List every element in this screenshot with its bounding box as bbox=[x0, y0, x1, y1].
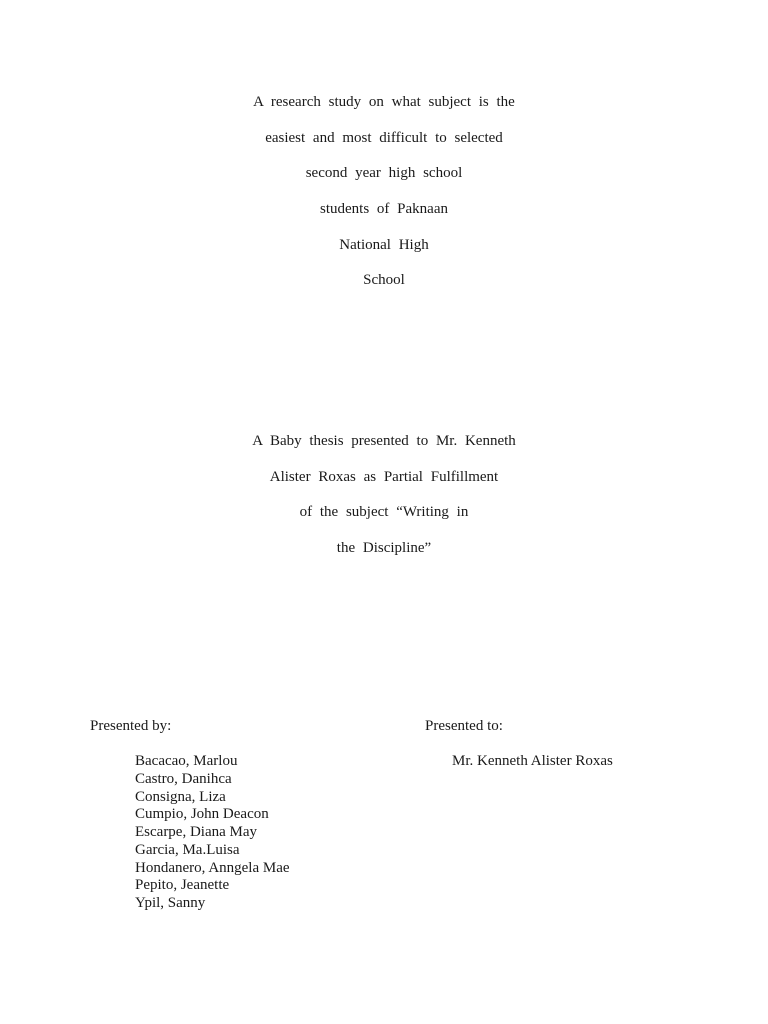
title-line: easiest and most difficult to selected bbox=[265, 129, 503, 146]
document-title bbox=[0, 90, 768, 304]
member-name: Garcia, Ma.Luisa bbox=[135, 841, 240, 858]
thesis-statement-line: the Discipline” bbox=[336, 540, 432, 557]
title-line: students of Paknaan bbox=[320, 201, 448, 218]
member-name: Consigna, Liza bbox=[135, 788, 226, 805]
thesis-statement-line: of the subject “Writing in bbox=[299, 504, 469, 521]
presented-to-label: Presented to: bbox=[425, 718, 503, 734]
adviser-name: Mr. Kenneth Alister Roxas bbox=[452, 753, 613, 769]
member-name: Bacacao, Marlou bbox=[135, 753, 238, 769]
member-name: Cumpio, John Deacon bbox=[135, 806, 269, 823]
title-line: A research study on what subject is the bbox=[253, 94, 515, 110]
title-line: School bbox=[363, 272, 405, 289]
title-line: National High bbox=[339, 236, 429, 253]
member-name: Pepito, Jeanette bbox=[135, 877, 230, 894]
thesis-statement-line: A Baby thesis presented to Mr. Kenneth bbox=[252, 433, 516, 449]
member-name: Castro, Danihca bbox=[135, 770, 232, 787]
presented-by-label: Presented by: bbox=[90, 718, 172, 734]
thesis-statement bbox=[0, 429, 768, 572]
member-name: Escarpe, Diana May bbox=[135, 824, 258, 840]
thesis-statement-line: Alister Roxas as Partial Fulfillment bbox=[269, 468, 499, 485]
member-name: Ypil, Sanny bbox=[135, 895, 206, 911]
title-line: second year high school bbox=[305, 165, 463, 182]
member-name: Hondanero, Anngela Mae bbox=[135, 859, 290, 876]
members-list bbox=[135, 752, 290, 912]
